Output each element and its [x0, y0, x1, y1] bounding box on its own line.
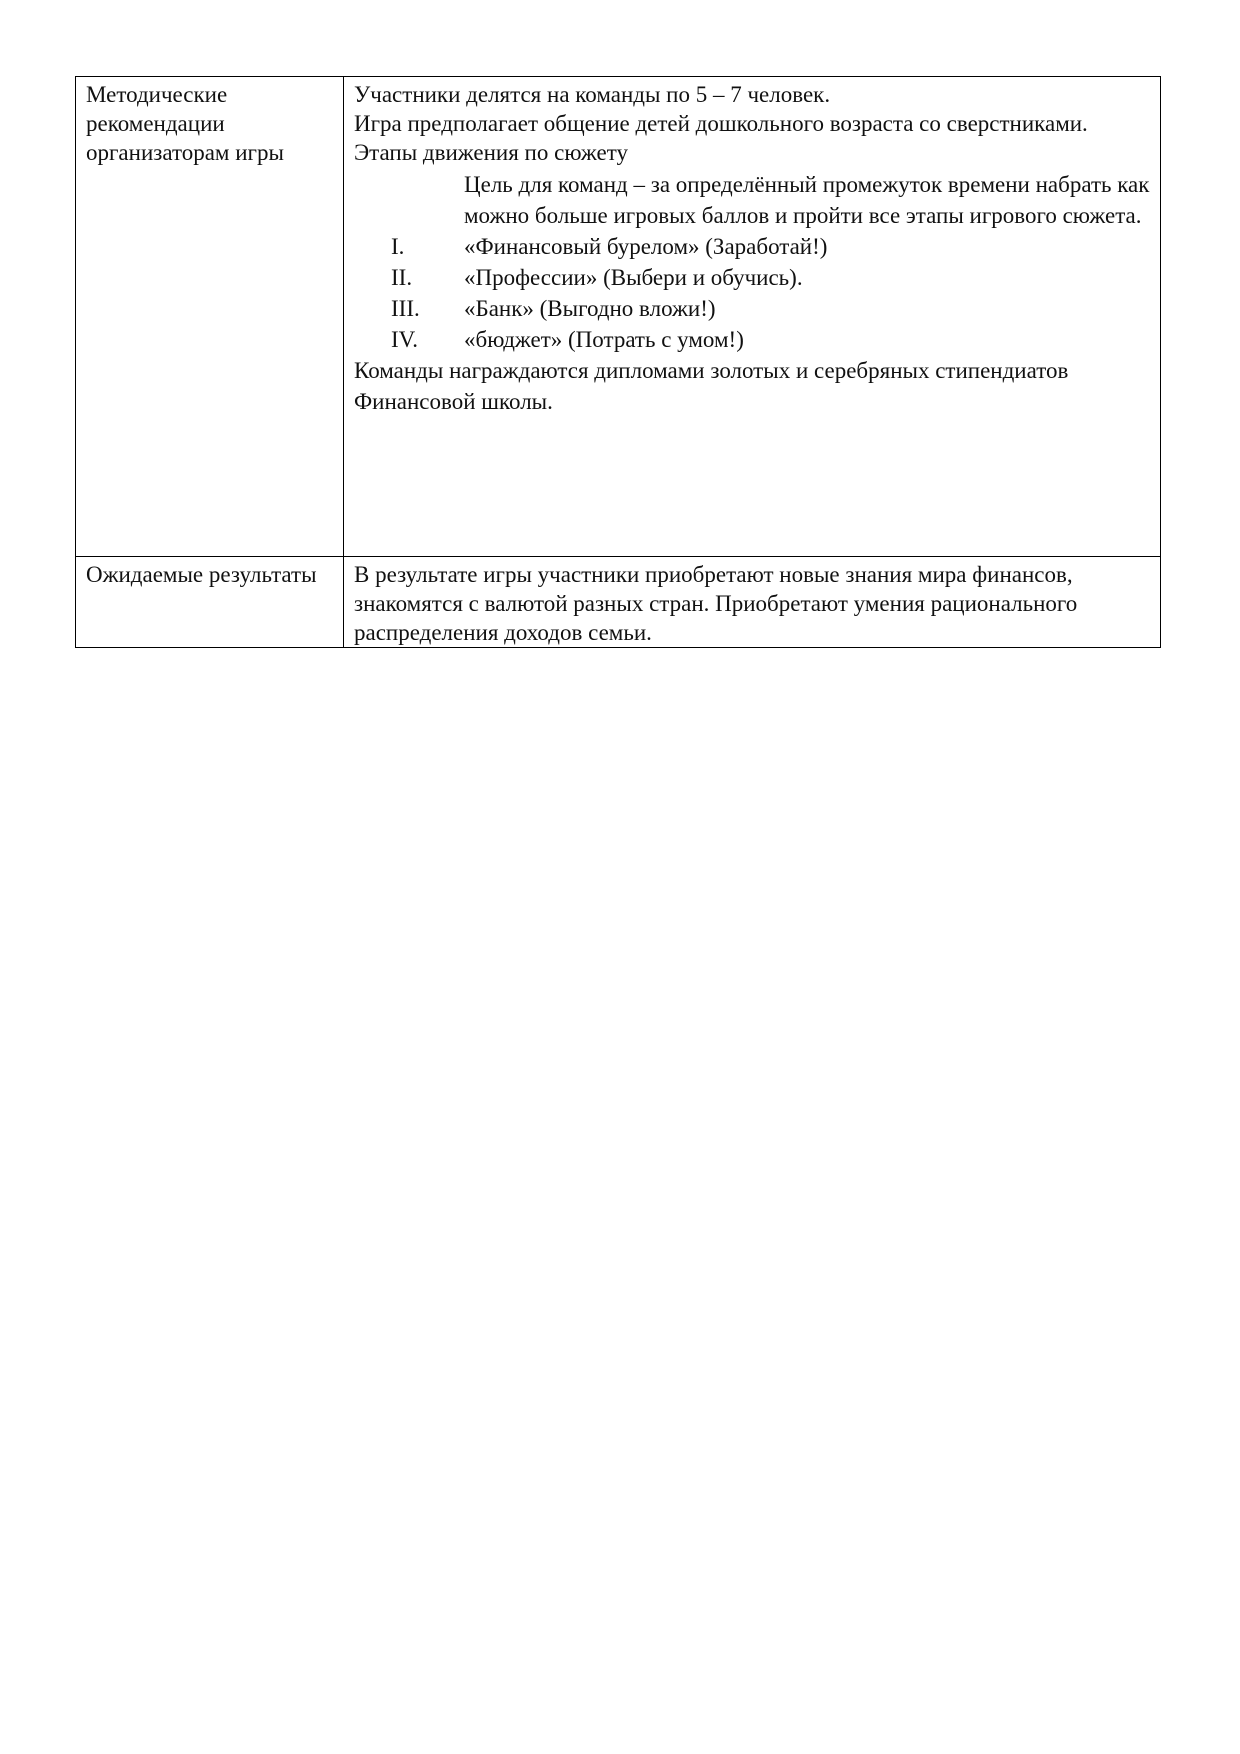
team-size-text: Участники делятся на команды по 5 – 7 человек. [354, 82, 831, 107]
results-text: В результате игры участники приобретают новые знания мира финансов, знакомятся с валютой разных стран. Приобретают умения рационального распределения доходов семьи. [354, 562, 1078, 645]
results-label-cell [76, 557, 344, 648]
stage-number: IV. [391, 327, 419, 352]
stage-number: III. [391, 296, 420, 321]
stage-item [354, 262, 1150, 293]
stage-number: II. [391, 265, 413, 290]
results-label: Ожидаемые результаты [86, 562, 317, 587]
stage-text: «Банк» (Выгодно вложи!) [464, 296, 716, 321]
results-content-cell [344, 557, 1161, 648]
stage-text: «бюджет» (Потрать с умом!) [464, 327, 744, 352]
stage-item [354, 231, 1150, 262]
table-row-methods [76, 77, 1161, 557]
stages-heading: Этапы движения по сюжету [354, 140, 628, 165]
awards-text: Команды награждаются дипломами золотых и серебряных стипендиатов Финансовой школы. [354, 358, 1069, 414]
methods-content-cell [344, 77, 1161, 557]
methods-label-cell [76, 77, 344, 557]
table-row-results [76, 557, 1161, 648]
stage-text: «Финансовый бурелом» (Заработай!) [464, 234, 828, 259]
communication-text: Игра предполагает общение детей дошкольного возраста со сверстниками. [354, 111, 1088, 136]
stage-number: I. [391, 234, 405, 259]
goal-text: Цель для команд – за определённый промежуток времени набрать как можно больше игровых баллов и пройти все этапы игрового сюжета. [464, 172, 1150, 228]
methods-label: Методические рекомендации организаторам игры [86, 82, 284, 165]
stage-item [354, 293, 1150, 324]
stage-item [354, 324, 1150, 355]
stage-text: «Профессии» (Выбери и обучись). [464, 265, 803, 290]
game-description-table [75, 76, 1161, 648]
